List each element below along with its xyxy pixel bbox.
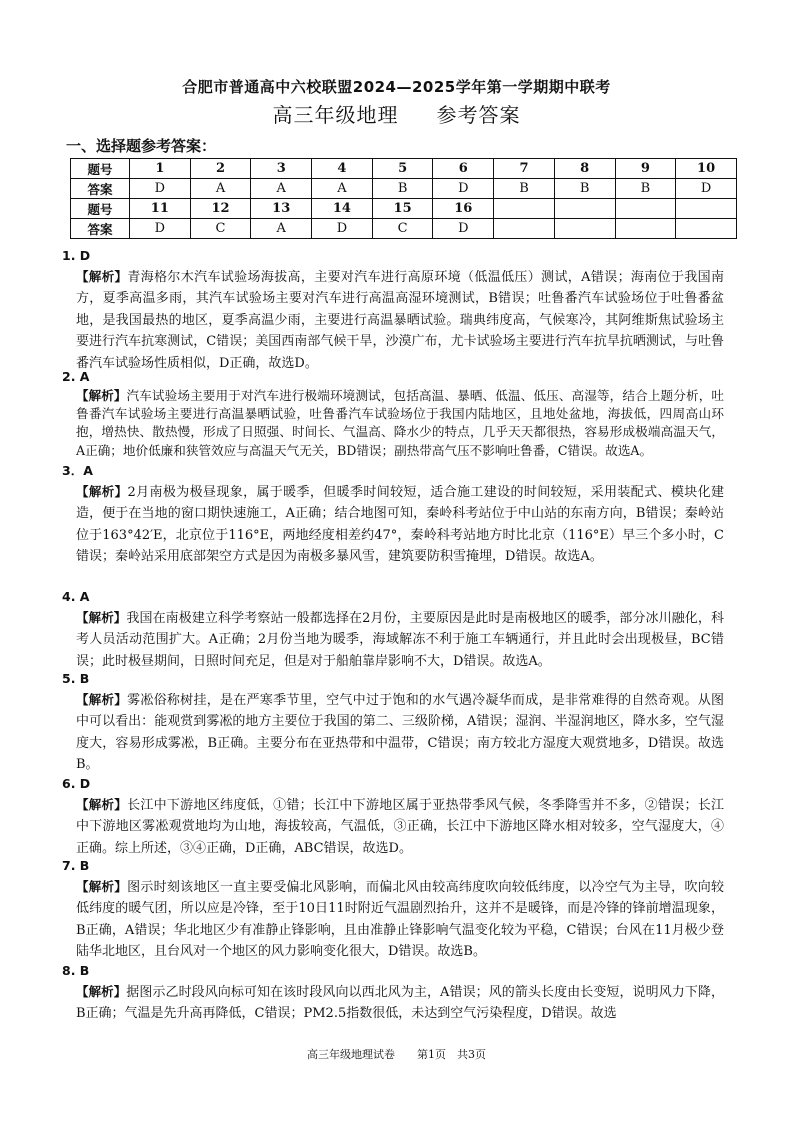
question-analysis — [76, 794, 724, 859]
subject-grade: 高三年级地理 — [272, 103, 399, 127]
answer-cell: A — [251, 219, 312, 239]
question-number-cell: 2 — [190, 159, 251, 179]
question-number: 2. A — [62, 369, 90, 384]
analysis-label: 【解析】 — [76, 388, 127, 403]
answer-cell — [554, 219, 615, 239]
analysis-label: 【解析】 — [76, 610, 127, 625]
reference-answer-label: 参考答案 — [436, 103, 521, 127]
row-label-answer: 答案 — [71, 179, 130, 199]
analysis-label: 【解析】 — [76, 984, 127, 999]
answer-cell: B — [494, 179, 555, 199]
question-number-cell — [494, 199, 555, 219]
question-block-4 — [62, 587, 724, 672]
question-number-cell: 12 — [190, 199, 251, 219]
analysis-text: 2月南极为极昼现象，属于暖季，但暖季时间较短，适合施工建设的时间较短，采用装配式、模块化建造，便于在当地的窗口期快速施工，A正确；结合地图可知，秦岭科考站位于中山站的东南方向，B错误；秦岭站位于163°42′E，北京位于116°E，两地经度相差约47°，秦岭科考站地方时比北京（116°E）早三个多小时，C错误；秦岭站采用底部架空方式是因为南极多暴风雪，建筑要防积雪掩埋，D错误。故选A。 — [76, 485, 724, 565]
question-number-cell — [554, 199, 615, 219]
question-number-cell: 1 — [130, 159, 191, 179]
question-block-5 — [62, 669, 724, 776]
question-number-cell: 5 — [372, 159, 433, 179]
analysis-text: 雾凇俗称树挂，是在严寒季节里，空气中过于饱和的水气遇冷凝华而成，是非常难得的自然奇观。从图中可以看出：能观赏到雾凇的地方主要位于我国的第二、三级阶梯，A错误；湿润、半湿润地区，降水多，空气湿度大，容易形成雾凇，B正确。主要分布在亚热带和中温带，C错误；南方较北方湿度大观赏地多，D错误。故选B。 — [76, 693, 724, 773]
question-number-cell: 11 — [130, 199, 191, 219]
analysis-label: 【解析】 — [76, 269, 128, 284]
answer-cell — [615, 219, 676, 239]
question-analysis — [76, 607, 724, 672]
analysis-label: 【解析】 — [76, 484, 128, 499]
answer-cell: C — [372, 219, 433, 239]
answer-cell: D — [312, 219, 373, 239]
answer-cell: A — [312, 179, 373, 199]
answer-cell: D — [433, 179, 494, 199]
question-number-cell — [676, 199, 737, 219]
page-footer: 高三年级地理试卷 第1页 共3页 — [307, 1048, 486, 1061]
answer-cell — [676, 219, 737, 239]
question-block-1 — [62, 246, 724, 374]
question-analysis — [76, 876, 724, 963]
question-block-2 — [62, 367, 724, 460]
question-number: 3．A — [62, 463, 93, 478]
exam-subtitle — [0, 99, 793, 128]
question-number-cell: 3 — [251, 159, 312, 179]
section-title: 一、选择题参考答案： — [66, 137, 217, 155]
question-number: 1. D — [62, 248, 91, 263]
question-number-cell: 6 — [433, 159, 494, 179]
answer-cell: D — [433, 219, 494, 239]
analysis-text: 汽车试验场主要用于对汽车进行极端环境测试，包括高温、暴晒、低温、低压、高湿等，结合上题分析，吐鲁番汽车试验场主要进行高温暴晒试验，吐鲁番汽车试验场位于我国内陆地区，且地处盆地，海拔低，四周高山环抱，增热快、散热慢，形成了日照强、时间长、气温高、降水少的特点，几乎天天都很热，容易形成极端高温天气，A正确；地价低廉和狭管效应与高温天气无关，BD错误；副热带高气压不影响吐鲁番，C错误。故选A。 — [76, 388, 724, 458]
question-number-cell: 16 — [433, 199, 494, 219]
question-number: 5. B — [62, 671, 90, 686]
table-row-answers-1 — [71, 179, 737, 199]
answer-cell: B — [615, 179, 676, 199]
question-analysis — [76, 387, 724, 460]
analysis-label: 【解析】 — [76, 879, 128, 894]
question-number-cell: 8 — [554, 159, 615, 179]
analysis-text: 图示时刻该地区一直主要受偏北风影响，而偏北风由较高纬度吹向较低纬度，以冷空气为主导，吹向较低纬度的暖气团，所以应是冷锋，至于10日11时附近气温剧烈抬升，这并不是暖锋，而是冷锋的锋前增温现象，B正确，A错误；华北地区少有准静止锋影响，且由准静止锋影响气温变化较为平稳，C错误；台风在11月极少登陆华北地区，且台风对一个地区的风力影响变化很大，D错误。故选B。 — [76, 880, 724, 960]
question-number-cell — [615, 199, 676, 219]
question-block-3 — [62, 461, 724, 568]
question-number-cell: 4 — [312, 159, 373, 179]
table-row-answers-2 — [71, 219, 737, 239]
answer-cell — [494, 219, 555, 239]
answer-cell: B — [554, 179, 615, 199]
table-row-numbers-2 — [71, 199, 737, 219]
question-number: 6. D — [62, 776, 91, 791]
table-row-numbers-1 — [71, 159, 737, 179]
question-analysis — [76, 689, 724, 776]
answer-cell: D — [130, 179, 191, 199]
answer-table — [70, 158, 737, 239]
answer-cell: A — [190, 179, 251, 199]
question-block-6 — [62, 774, 724, 859]
question-number-cell: 14 — [312, 199, 373, 219]
answer-cell: D — [676, 179, 737, 199]
analysis-text: 据图示乙时段风向标可知在该时段风向以西北风为主，A错误；风的箭头长度由长变短，说明风力下降，B正确；气温是先升高再降低，C错误；PM2.5指数很低，未达到空气污染程度，D错误。故选 — [76, 985, 724, 1022]
question-number-cell: 13 — [251, 199, 312, 219]
question-number: 4. A — [62, 589, 90, 604]
analysis-text: 我国在南极建立科学考察站一般都选择在2月份，主要原因是此时是南极地区的暖季，部分冰川融化，科考人员活动范围扩大。A正确；2月份当地为暖季，海域解冻不利于施工车辆通行，并且此时会出现极昼，BC错误；此时极昼期间，日照时间充足，但是对于船舶靠岸影响不大，D错误。故选A。 — [76, 611, 724, 669]
answer-cell: B — [372, 179, 433, 199]
question-number: 7. B — [62, 858, 90, 873]
answer-cell: C — [190, 219, 251, 239]
analysis-label: 【解析】 — [76, 692, 128, 707]
question-number-cell: 10 — [676, 159, 737, 179]
row-label-answer: 答案 — [71, 219, 130, 239]
question-analysis — [76, 981, 724, 1025]
analysis-text: 青海格尔木汽车试验场海拔高，主要对汽车进行高原环境（低温低压）测试，A错误；海南位于我国南方，夏季高温多雨，其汽车试验场主要对汽车进行高温高湿环境测试，B错误；吐鲁番汽车试验场位于吐鲁番盆地，是我国最热的地区，夏季高温少雨，主要进行高温暴晒试验。瑞典纬度高，气候寒冷，其阿维斯焦试验场主要进行汽车抗寒测试，C错误；美国西南部气候干旱，沙漠广布，尤卡试验场主要进行汽车抗旱抗晒测试，与吐鲁番汽车试验场性质相似，D正确，故选D。 — [76, 270, 724, 371]
answer-cell: A — [251, 179, 312, 199]
analysis-label: 【解析】 — [76, 797, 128, 812]
question-number: 8. B — [62, 963, 90, 978]
question-analysis — [76, 481, 724, 568]
question-block-7 — [62, 856, 724, 963]
row-label-number: 题号 — [71, 199, 130, 219]
question-number-cell: 9 — [615, 159, 676, 179]
analysis-text: 长江中下游地区纬度低，①错；长江中下游地区属于亚热带季风气候，冬季降雪并不多，②错误；长江中下游地区雾凇观赏地均为山地，海拔较高，气温低，③正确，长江中下游地区降水相对较多，空气湿度大，④正确。综上所述，③④正确，D正确，ABC错误，故选D。 — [76, 798, 724, 856]
row-label-number: 题号 — [71, 159, 130, 179]
question-number-cell: 7 — [494, 159, 555, 179]
question-block-8 — [62, 961, 724, 1025]
answer-cell: D — [130, 219, 191, 239]
question-number-cell: 15 — [372, 199, 433, 219]
question-analysis — [76, 266, 724, 374]
exam-title: 合肥市普通高中六校联盟2024—2025学年第一学期期中联考 — [182, 78, 611, 96]
